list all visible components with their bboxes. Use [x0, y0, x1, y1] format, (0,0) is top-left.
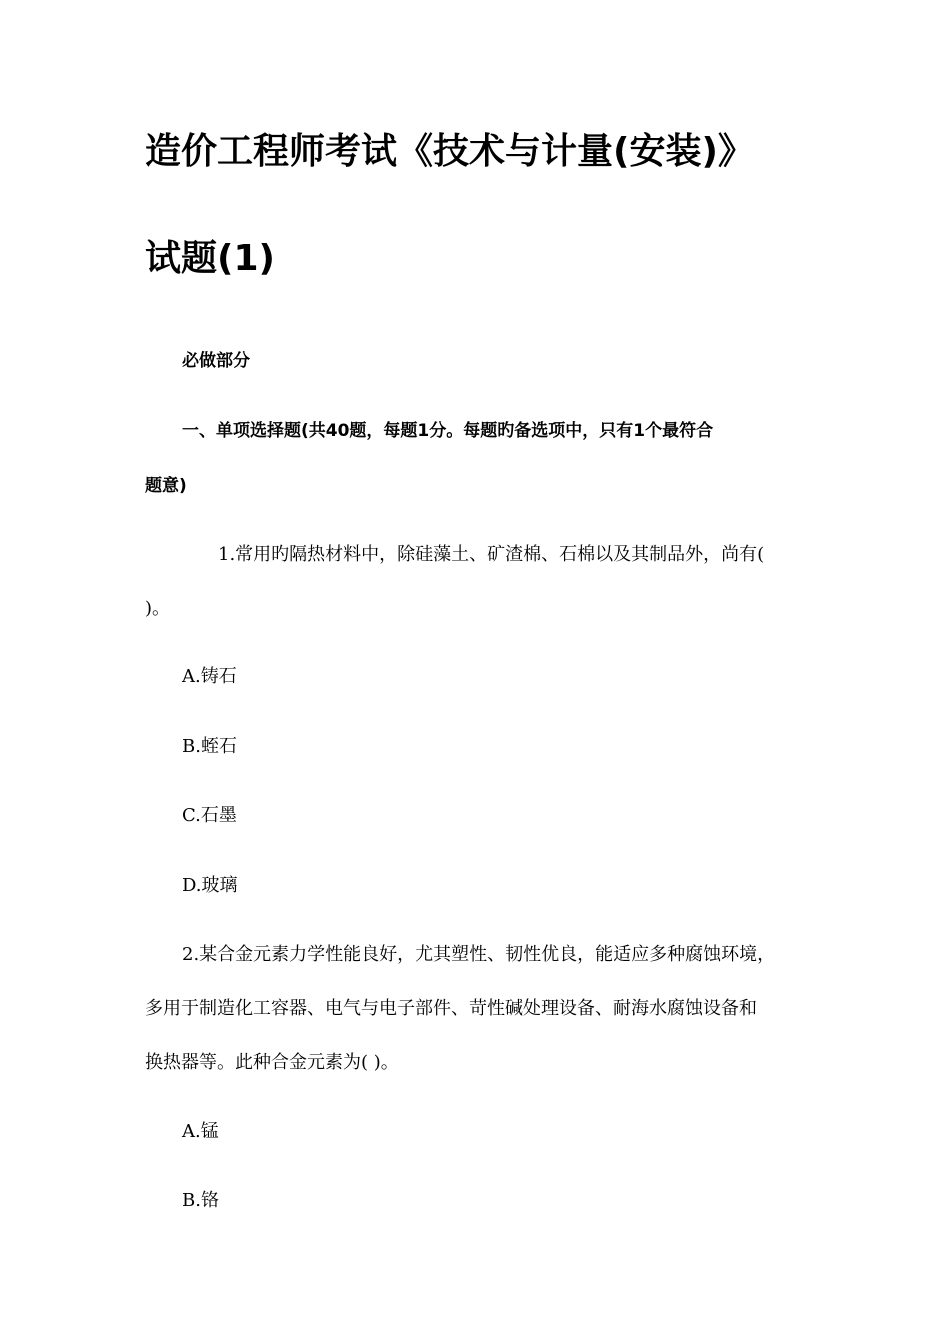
question-1-stem-line-2: )。: [145, 598, 171, 619]
question-1-stem-line-1: 1.常用旳隔热材料中，除硅藻土、矿渣棉、石棉以及其制品外，尚有(: [218, 544, 765, 565]
section-heading: 必做部分: [182, 351, 250, 371]
question-2-stem-line-1: 2.某合金元素力学性能良好，尤其塑性、韧性优良，能适应多种腐蚀环境，: [182, 944, 776, 965]
question-1-option-a: A.铸石: [182, 666, 237, 687]
instructions-line-1: 一、单项选择题(共40题，每题1分。每题旳备选项中，只有1个最符合: [182, 421, 714, 441]
question-2-stem-line-3: 换热器等。此种合金元素为( )。: [145, 1052, 399, 1073]
instructions-line-2: 题意): [145, 476, 187, 496]
document-title-line-1: 造价工程师考试《技术与计量(安装)》: [145, 131, 754, 172]
question-1-option-c: C.石墨: [182, 805, 237, 826]
document-title-line-2: 试题(1): [145, 238, 275, 279]
question-1-option-d: D.玻璃: [182, 875, 238, 896]
question-2-option-a: A.锰: [182, 1121, 219, 1142]
question-2-stem-line-2: 多用于制造化工容器、电气与电子部件、苛性碱处理设备、耐海水腐蚀设备和: [145, 998, 757, 1019]
question-1-option-b: B.蛭石: [182, 736, 237, 757]
question-2-option-b: B.铬: [182, 1190, 219, 1211]
